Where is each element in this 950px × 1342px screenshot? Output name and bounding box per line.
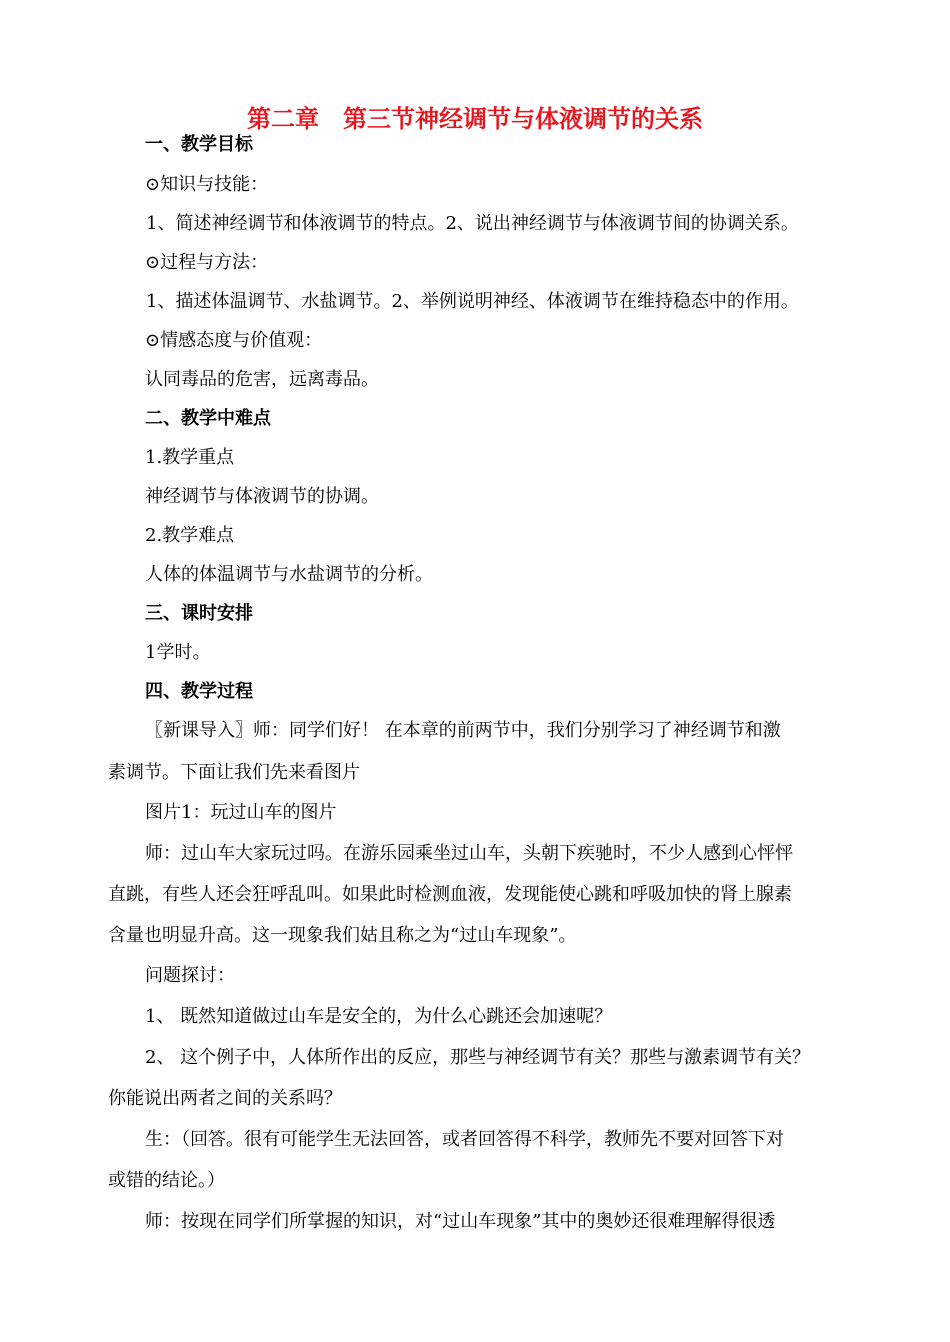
section-heading-key-points: 二、教学中难点 [145, 408, 271, 429]
knowledge-skills-text: 1、简述神经调节和体液调节的特点。2、说出神经调节与体液调节间的协调关系。 [146, 213, 799, 234]
document-title: 第二章 第三节神经调节与体液调节的关系 [247, 105, 703, 133]
student-paragraph-line-2: 或错的结论。） [108, 1170, 225, 1191]
section-heading-process: 四、教学过程 [145, 681, 253, 702]
emotion-values-text: 认同毒品的危害，远离毒品。 [145, 369, 379, 390]
discussion-label: 问题探讨： [145, 965, 235, 986]
knowledge-skills-label: ⊙知识与技能： [145, 174, 269, 195]
teacher-paragraph-1-line-3: 含量也明显升高。这一现象我们姑且称之为“过山车现象”。 [108, 925, 577, 946]
process-methods-text: 1、描述体温调节、水盐调节。2、举例说明神经、体液调节在维持稳态中的作用。 [146, 291, 799, 312]
teaching-focus-text: 神经调节与体液调节的协调。 [145, 486, 379, 507]
emotion-values-label: ⊙情感态度与价值观： [145, 330, 323, 351]
question-2-line-2: 你能说出两者之间的关系吗？ [108, 1088, 342, 1109]
section-heading-schedule: 三、课时安排 [145, 603, 253, 624]
teaching-difficulty-label: 2.教学难点 [145, 525, 235, 546]
schedule-text: 1学时。 [145, 642, 211, 663]
teaching-focus-label: 1.教学重点 [145, 447, 235, 468]
section-heading-goals: 一、教学目标 [145, 134, 253, 155]
intro-paragraph-line-1: 〖新课导入〗师：同学们好！ 在本章的前两节中，我们分别学习了神经调节和激 [145, 720, 781, 741]
picture-caption: 图片1：玩过山车的图片 [145, 802, 337, 823]
process-methods-label: ⊙过程与方法： [145, 252, 269, 273]
intro-paragraph-line-2: 素调节。下面让我们先来看图片 [108, 762, 360, 783]
student-paragraph-line-1: 生：（回答。很有可能学生无法回答，或者回答得不科学，教师先不要对回答下对 [145, 1129, 784, 1150]
teacher-paragraph-2-line-1: 师：按现在同学们所掌握的知识，对“过山车现象”其中的奥妙还很难理解得很透 [145, 1211, 776, 1232]
teacher-paragraph-1-line-1: 师：过山车大家玩过吗。在游乐园乘坐过山车，头朝下疾驰时，不少人感到心怦怦 [145, 843, 793, 864]
question-1: 1、 既然知道做过山车是安全的，为什么心跳还会加速呢？ [145, 1006, 613, 1027]
teaching-difficulty-text: 人体的体温调节与水盐调节的分析。 [145, 564, 433, 585]
teacher-paragraph-1-line-2: 直跳，有些人还会狂呼乱叫。如果此时检测血液，发现能使心跳和呼吸加快的肾上腺素 [108, 884, 792, 905]
question-2-line-1: 2、 这个例子中，人体所作出的反应，那些与神经调节有关？那些与激素调节有关？ [145, 1047, 811, 1068]
